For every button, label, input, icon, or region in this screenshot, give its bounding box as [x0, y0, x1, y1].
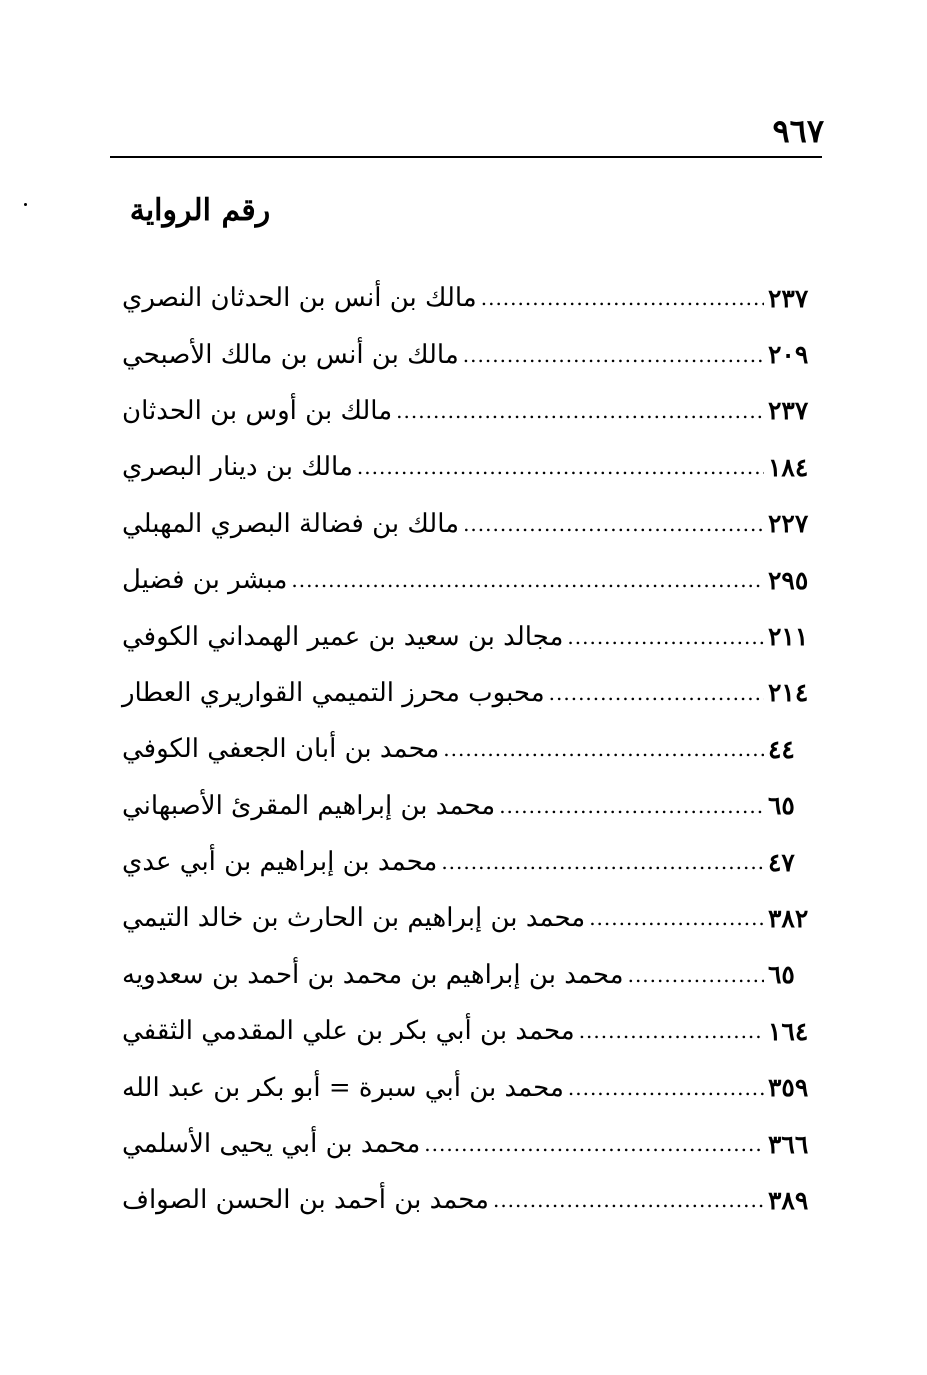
leader-dots	[357, 455, 764, 479]
entry-number: ٢١٤	[768, 678, 809, 708]
leader-dots	[463, 512, 764, 536]
index-entry	[118, 1003, 820, 1059]
entry-name: محمد بن أبي سبرة = أبو بكر بن عبد الله	[122, 1072, 564, 1103]
page-number: ٩٦٧	[772, 112, 824, 150]
entry-number: ٢٢٧	[768, 509, 809, 539]
entry-name: محمد بن إبراهيم المقرئ الأصبهاني	[122, 790, 496, 821]
index-list	[118, 270, 820, 1229]
entry-number: ٤٤	[768, 734, 795, 764]
leader-dots	[441, 850, 764, 874]
entry-number: ٢٩٥	[768, 565, 809, 595]
stray-dot	[24, 203, 27, 206]
entry-name: محمد بن إبراهيم بن أبي عدي	[122, 847, 438, 878]
index-entry	[118, 947, 820, 1003]
index-entry	[118, 778, 820, 834]
entry-name: محمد بن أبي بكر بن علي المقدمي الثقفي	[122, 1016, 575, 1047]
leader-dots	[463, 343, 764, 367]
index-entry	[118, 721, 820, 777]
header-rule	[110, 156, 822, 158]
index-entry	[118, 608, 820, 664]
leader-dots	[493, 1188, 764, 1212]
entry-number: ٦٥	[768, 791, 795, 821]
entry-number: ١٦٤	[768, 1016, 809, 1046]
entry-number: ٣٨٢	[768, 903, 809, 933]
leader-dots	[291, 568, 764, 592]
index-entry	[118, 1172, 820, 1228]
index-entry	[118, 383, 820, 439]
index-entry	[118, 1059, 820, 1115]
entry-number: ٢١١	[768, 622, 809, 652]
leader-dots	[628, 963, 764, 987]
column-title: رقم الرواية	[129, 193, 271, 228]
leader-dots	[424, 1132, 764, 1156]
leader-dots	[396, 399, 764, 423]
entry-name: مبشر بن فضيل	[122, 565, 288, 596]
entry-name: محمد بن أحمد بن الحسن الصواف	[122, 1185, 489, 1216]
entry-name: مالك بن أوس بن الحدثان	[122, 395, 393, 426]
leader-dots	[568, 1076, 764, 1100]
entry-number: ٣٥٩	[768, 1073, 809, 1103]
index-entry	[118, 665, 820, 721]
entry-name: محمد بن أبان الجعفي الكوفي	[122, 734, 440, 765]
entry-name: مالك بن أنس بن الحدثان النصري	[122, 283, 477, 314]
leader-dots	[443, 737, 764, 761]
index-entry	[118, 270, 820, 326]
entry-number: ٤٧	[768, 847, 795, 877]
index-entry	[118, 890, 820, 946]
leader-dots	[549, 681, 764, 705]
leader-dots	[499, 794, 764, 818]
entry-name: مالك بن دينار البصري	[122, 452, 353, 483]
entry-name: مجالد بن سعيد بن عمير الهمداني الكوفي	[122, 621, 564, 652]
index-entry	[118, 496, 820, 552]
leader-dots	[481, 286, 764, 310]
leader-dots	[589, 906, 764, 930]
entry-number: ٢٠٩	[768, 340, 809, 370]
leader-dots	[579, 1019, 764, 1043]
entry-name: مالك بن فضالة البصري المهبلي	[122, 508, 460, 539]
index-entry	[118, 1116, 820, 1172]
entry-name: محبوب محرز التميمي القواريري العطار	[122, 677, 545, 708]
index-entry	[118, 552, 820, 608]
entry-number: ٦٥	[768, 960, 795, 990]
entry-number: ٣٨٩	[768, 1185, 809, 1215]
entry-number: ٢٣٧	[768, 283, 809, 313]
entry-name: محمد بن أبي يحيى الأسلمي	[122, 1129, 421, 1160]
entry-name: محمد بن إبراهيم بن الحارث بن خالد التيمي	[122, 903, 586, 934]
index-entry	[118, 834, 820, 890]
index-entry	[118, 326, 820, 382]
entry-number: ٢٣٧	[768, 396, 809, 426]
leader-dots	[567, 625, 764, 649]
entry-number: ٣٦٦	[768, 1129, 809, 1159]
entry-name: مالك بن أنس بن مالك الأصبحي	[122, 339, 459, 370]
entry-name: محمد بن إبراهيم بن محمد بن أحمد بن سعدويه	[122, 959, 624, 990]
index-entry	[118, 439, 820, 495]
entry-number: ١٨٤	[768, 452, 809, 482]
